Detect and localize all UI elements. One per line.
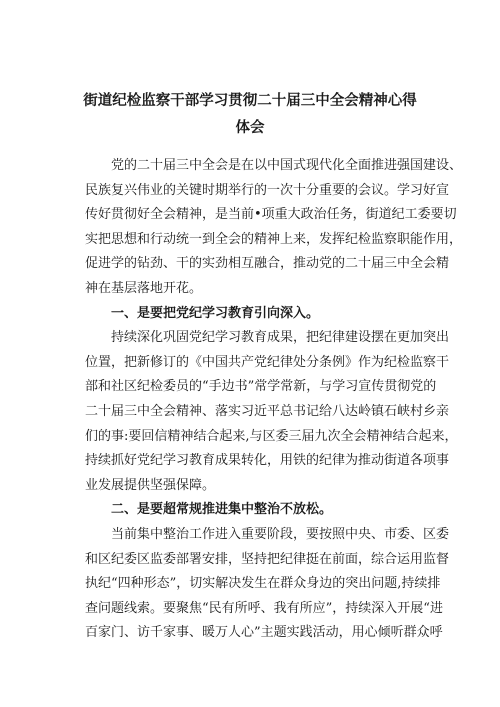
section-heading: 一、是要把党纪学习教育引向深入。 [111,305,320,321]
paragraph-line: 神在基层落地开花。 [85,280,203,296]
paragraph-line: 当前集中整治工作进入重要阶段，要按照中央、市委、区委 [111,526,450,542]
paragraph-line: 们的事:要回信精神结合起来,与区委三届九次全会精神结合起来， [85,428,458,444]
paragraph-line: 查问题线索。要聚焦“民有所呼、我有所应”，持续深入开展“进 [85,600,443,616]
paragraph-line: 民族复兴伟业的关键时期举行的一次十分重要的会议。学习好宣 [85,182,450,198]
paragraph-line: 二十届三中全会精神、落实习近平总书记给八达岭镇石峡村乡亲 [85,403,450,419]
title-line-1: 街道纪检监察干部学习贯彻二十届三中全会精神心得 [83,92,417,109]
document-title [60,87,440,141]
paragraph-line: 持续抓好党纪学习教育成果转化，用铁的纪律为推动街道各项事 [85,453,450,469]
paragraph-line: 持续深化巩固党纪学习教育成果，把纪律建设摆在更加突出 [111,330,450,346]
paragraph-line: 业发展提供坚强保障。 [85,477,216,493]
paragraph-line: 实把思想和行动统一到全会的精神上来，发挥纪检监察职能作用， [85,231,463,247]
paragraph-line: 位置，把新修订的《中国共产党纪律处分条例》作为纪检监察干 [85,354,450,370]
paragraph-line: 党的二十届三中全会是在以中国式现代化全面推进强国建设、 [111,158,463,173]
section-heading: 二、是要超常规推进集中整治不放松。 [111,502,333,518]
paragraph-line: 传好贯彻好全会精神，是当前•项重大政治任务，街道纪工委要切 [85,207,457,223]
paragraph-line: 促进学的钻劲、干的实劲相互融合，推动党的二十届三中全会精 [85,256,450,272]
document-body [85,154,463,646]
title-line-2: 体会 [235,119,265,136]
paragraph-line: 百家门、访千家事、暖万人心”主题实践活动，用心倾听群众呼 [85,625,443,641]
paragraph-line: 部和社区纪检委员的“手边书”常学常新，与学习宣传贯彻党的 [85,379,437,395]
paragraph-line: 和区纪委区监委部署安排，坚持把纪律挺在前面，综合运用监督 [85,551,450,567]
paragraph-line: 执纪“四种形态”，切实解决发生在群众身边的突出问题,持续排 [85,576,441,592]
